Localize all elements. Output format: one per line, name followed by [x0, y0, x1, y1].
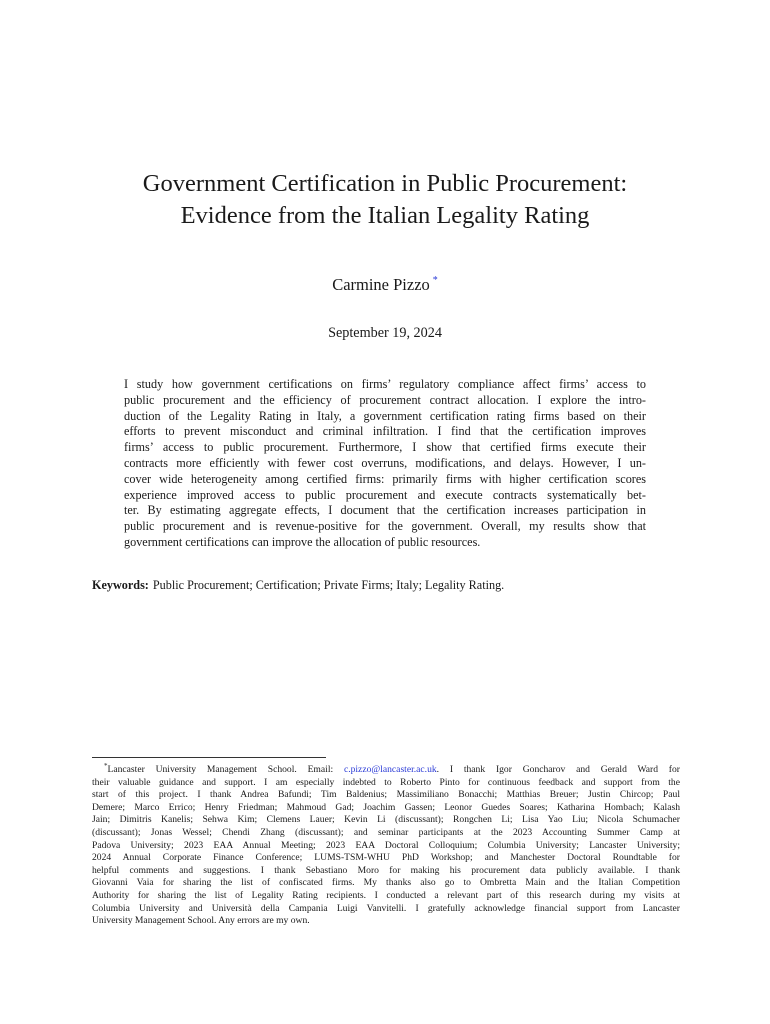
footnote-mark: *	[104, 762, 108, 770]
author-name	[0, 271, 770, 295]
abstract-line: public procurement and the efficiency of procurement contract allocation. I explore the intro-	[124, 392, 646, 407]
footnote-line: Demere; Marco Errico; Henry Friedman; Mahmoud Gad; Joachim Gassen; Leonor Guedes Soares; Katharina Hombach; Kalash	[92, 801, 680, 813]
keywords-label: Keywords:	[92, 578, 149, 592]
footnote-line: Jain; Dimitris Kanelis; Sehwa Kim; Clemens Lauer; Kevin Li (discussant); Rongchen Li; Lisa Yao Liu; Nicola Schumacher	[92, 814, 680, 826]
paper-title	[0, 168, 770, 232]
footnote-line: University Management School. Any errors are my own.	[92, 915, 310, 927]
footnote-line: 2024 Annual Corporate Finance Conference; LUMS-TSM-WHU PhD Workshop; and Manchester Doctoral Roundtable for	[92, 852, 680, 864]
footnote-line: Giovanni Vaia for sharing the list of confiscated firms. My thanks also go to Ombretta Main and the Italian Competition	[92, 877, 680, 889]
footnote-affiliation: Lancaster University Management School. Email:	[107, 764, 344, 775]
abstract-line: cover wide heterogeneity among certified firms: primarily firms with higher certification scores	[124, 471, 646, 486]
abstract-line: duction of the Legality Rating in Italy, a government certification rating firms based on their	[124, 408, 646, 423]
abstract-line: ter. By estimating aggregate effects, I document that the certification increases participation in	[124, 503, 646, 518]
abstract-line: government certifications can improve the allocation of public resources.	[124, 534, 481, 549]
footnote-line: their valuable guidance and support. I am especially indebted to Roberto Pinto for continuous feedback and support from the	[92, 776, 680, 788]
footnote	[92, 760, 680, 928]
abstract-line: firms’ access to public procurement. Furthermore, I show that certified firms execute their	[124, 440, 646, 455]
footnote-line: start of this project. I thank Andrea Bafundi; Tim Baldenius; Massimiliano Bonacchi; Matthias Breuer; Justin Chircop; Paul	[92, 789, 680, 801]
footnote-line: Padova University; 2023 EAA Annual Meeting; 2023 EAA Doctoral Colloquium; Columbia University; Lancaster University;	[92, 839, 680, 851]
footnote-line: helpful comments and suggestions. I thank Sebastiano Moro for making his procurement data publicly available. I thank	[92, 864, 680, 876]
keywords-text: Public Procurement; Certification; Private Firms; Italy; Legality Rating.	[152, 578, 505, 592]
abstract-line: efforts to prevent misconduct and criminal infiltration. I find that the certification improves	[124, 424, 646, 439]
title-line-2: Evidence from the Italian Legality Rating	[180, 202, 590, 229]
abstract-line: I study how government certifications on firms’ regulatory compliance affect firms’ access to	[124, 377, 646, 391]
author-footnote-link[interactable]: *	[432, 275, 438, 286]
footnote-line: (discussant); Jonas Wessel; Chendi Zhang (discussant); and seminar participants at the 2023 Accounting Summer Camp at	[92, 826, 680, 838]
footnote-divider	[92, 757, 326, 758]
footnote-first-suffix: . I thank Igor Goncharov and Gerald Ward for	[436, 764, 680, 775]
abstract-line: experience improved access to public procurement and execute contracts systematically bet-	[124, 487, 646, 502]
footnote-line	[92, 760, 680, 777]
keywords	[92, 577, 692, 593]
abstract-line: contracts more efficiently with fewer cost overruns, modifications, and delays. However, I un-	[124, 455, 646, 470]
abstract	[124, 377, 646, 551]
footnote-line: Columbia University and Università della Campania Luigi Vanvitelli. I gratefully acknowledge financial support from Lancaster	[92, 902, 680, 914]
author-email-link[interactable]: c.pizzo@lancaster.ac.uk	[343, 764, 437, 775]
abstract-line: public procurement and is revenue-positive for the government. Overall, my results show that	[124, 519, 646, 534]
footnote-line: Authority for sharing the list of Legality Rating recipients. I conducted a relevant part of this research during my visits at	[92, 889, 680, 901]
title-line-1: Government Certification in Public Procurement:	[142, 170, 628, 197]
author-name-text: Carmine Pizzo	[332, 275, 430, 294]
paper-date: September 19, 2024	[328, 325, 442, 341]
